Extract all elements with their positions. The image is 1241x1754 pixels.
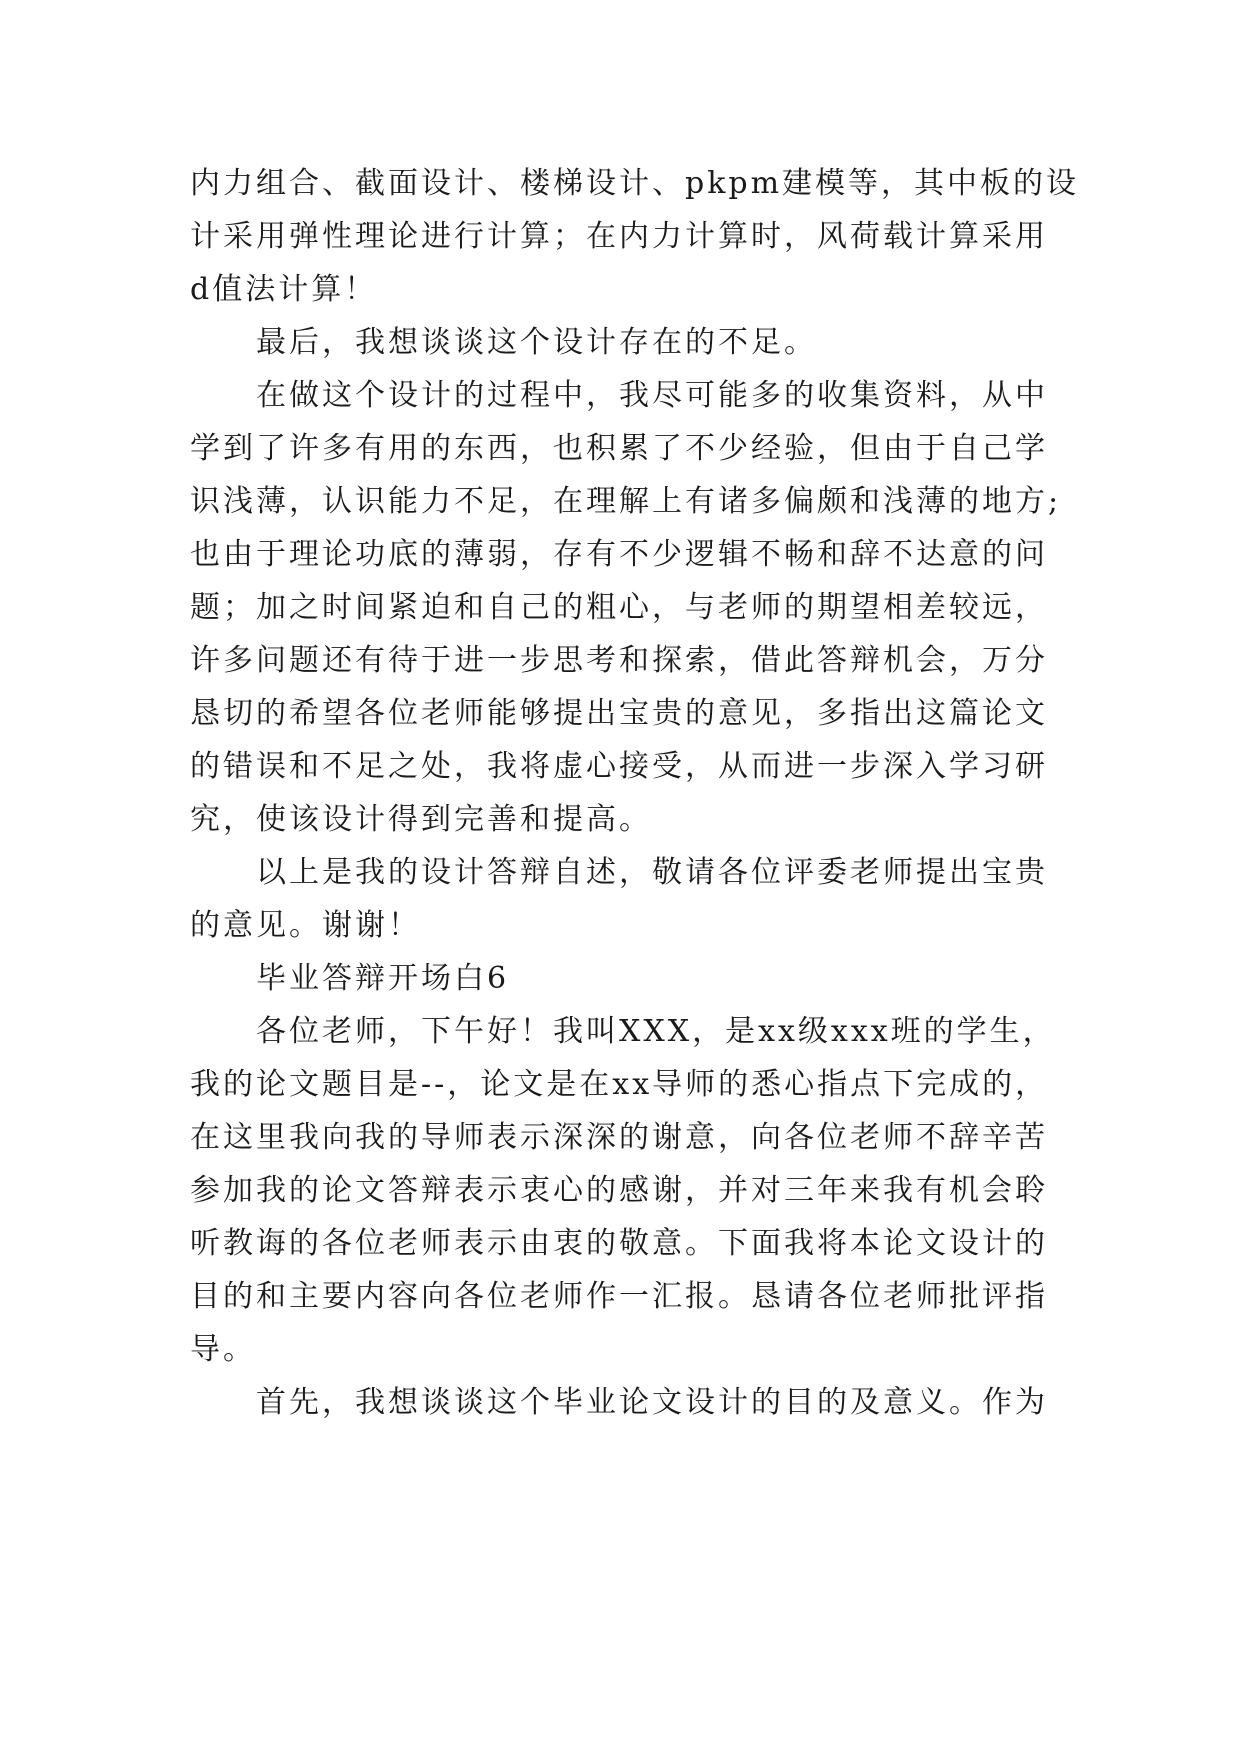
text-line: 我的论文题目是--，论文是在xx导师的悉心指点下完成的， [190, 1067, 1049, 1102]
text-line: 各位老师，下午好！我叫XXX，是xx级xxx班的学生， [256, 1014, 1056, 1049]
text-line: 也由于理论功底的薄弱，存有不少逻辑不畅和辞不达意的问 [190, 537, 1048, 572]
text-line: d值法计算！ [190, 272, 378, 307]
text-line: 导。 [190, 1332, 256, 1367]
text-line: 最后，我想谈谈这个设计存在的不足。 [256, 325, 817, 360]
text-line: 在这里我向我的导师表示深深的谢意，向各位老师不辞辛苦 [190, 1120, 1048, 1155]
text-line: 毕业答辩开场白6 [256, 961, 510, 996]
text-line: 首先，我想谈谈这个毕业论文设计的目的及意义。作为 [256, 1385, 1048, 1420]
document-body [190, 157, 1080, 1429]
text-line: 听教诲的各位老师表示由衷的敬意。下面我将本论文设计的 [190, 1226, 1048, 1261]
text-line: 内力组合、截面设计、楼梯设计、pkpm建模等，其中板的设 [190, 166, 1080, 201]
text-line: 以上是我的设计答辩自述，敬请各位评委老师提出宝贵 [256, 855, 1048, 890]
text-line: 在做这个设计的过程中，我尽可能多的收集资料，从中 [256, 378, 1048, 413]
text-line: 的错误和不足之处，我将虚心接受，从而进一步深入学习研 [190, 749, 1048, 784]
text-line: 目的和主要内容向各位老师作一汇报。恳请各位老师批评指 [190, 1279, 1048, 1314]
text-line: 题；加之时间紧迫和自己的粗心，与老师的期望相差较远， [190, 590, 1048, 625]
text-line: 参加我的论文答辩表示衷心的感谢，并对三年来我有机会聆 [190, 1173, 1048, 1208]
text-line: 学到了许多有用的东西，也积累了不少经验，但由于自己学 [190, 431, 1048, 466]
text-line: 计采用弹性理论进行计算；在内力计算时，风荷载计算采用 [190, 219, 1048, 254]
text-line: 究，使该设计得到完善和提高。 [190, 802, 652, 837]
text-line: 的意见。谢谢！ [190, 908, 421, 943]
text-line: 许多问题还有待于进一步思考和探索，借此答辩机会，万分 [190, 643, 1048, 678]
text-line: 恳切的希望各位老师能够提出宝贵的意见，多指出这篇论文 [190, 696, 1048, 731]
text-line: 识浅薄，认识能力不足，在理解上有诸多偏颇和浅薄的地方; [190, 484, 1062, 519]
